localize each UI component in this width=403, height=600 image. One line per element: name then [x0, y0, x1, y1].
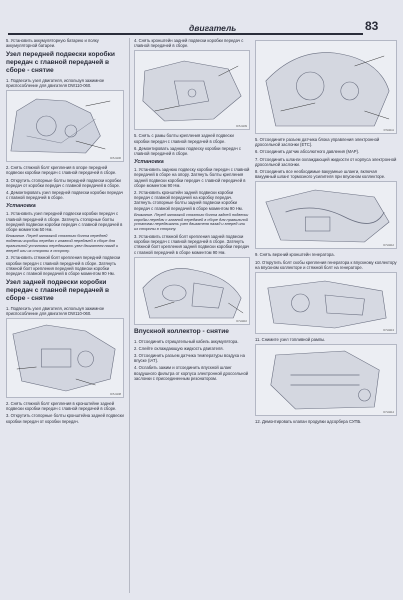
intake-manifold-illustration — [134, 257, 250, 325]
paragraph: 9. Снять верхний кронштейн генератора. — [255, 252, 335, 258]
paragraph: 4. Снять кронштейн задней подвески коробки передач с главной передачей в сборе. — [134, 38, 244, 49]
paragraph: 6. Отсоединить датчик абсолютного давления (MAP). — [255, 149, 360, 155]
paragraph: 1. Отсоединить отрицательный кабель аккумулятора. — [134, 338, 239, 344]
paragraph: 12. Демонтировать клапан продувки адсорбера СУПБ. — [255, 419, 362, 425]
figure-code: D7H1109 — [236, 125, 247, 129]
paragraph: 4. Ослабить зажим и отсоединить впускной шланг воздушного фильтра от корпуса электронной дроссельной заслонки с присоединенным резонатором. — [134, 365, 249, 381]
paragraph: 2. Установить стяжной болт крепления передней подвески коробки передач с главной передачей в сборе. Затянуть стяжной болт крепления передней подвески коробки передач с главной передачей в сборе моментом 90 Нм. — [6, 255, 121, 277]
paragraph: 3. Установить стяжной болт крепления задней подвески коробки передач с главной передачей в сборе. Затянуть стяжной болт крепления задней подвески коробки передач с главной передачей в сборе моментом 90 Нм. — [134, 234, 250, 255]
column-left — [6, 38, 124, 426]
figure-code: D7H1108 — [110, 393, 121, 397]
section-heading: Узел задней подвески коробки передач с главной передачей в сборе - снятие — [6, 279, 110, 302]
page-header — [0, 19, 403, 36]
paragraph: 5. Снять с рамы болты крепления задней подвески коробки передач с главной передачей в сборе. — [134, 133, 234, 144]
paragraph: 4. Демонтировать узел передней подвески коробки передач с главной передачей в сборе. — [6, 190, 123, 201]
figure-code: D7H1112 — [383, 244, 394, 248]
paragraph: 5. Установить аккумуляторную батарею и полку аккумуляторной батареи. — [6, 38, 99, 49]
paragraph: 3. Открутить стопорные болты кронштейна задней подвески коробки передач от коробки передач. — [6, 413, 124, 424]
figure-code: D7H1106 — [110, 157, 121, 161]
paragraph: 2. Установить кронштейн задней подвески коробки передач с главной передачей на коробку передач. Затянуть стопорные болты задней подвески коробки передач с главной передачей в сборе моментом 90 Нм. — [134, 190, 243, 211]
subheading: Установка — [6, 203, 36, 210]
paragraph: 2. Снять стяжной болт крепления в кронштейне задней подвески коробки передач с главной передачей в сборе. — [6, 401, 117, 412]
figure-code: D7H1110 — [236, 319, 247, 323]
column-divider — [129, 38, 130, 593]
page-number: 83 — [365, 19, 379, 33]
paragraph: 2. Слейте охлаждающую жидкость двигателя. — [134, 345, 224, 351]
paragraph: 1. Установить заднюю подвеску коробки передач с главной передачей в сборе на опору. Затянуть болты крепления задней подвески коробки передач с главной передачей в сборе моментом 90 Нм. — [134, 167, 250, 188]
vacuum-hoses-illustration — [255, 181, 397, 249]
paragraph: 10. Открутить болт скобы крепления генератора к впускному коллектору на впускном коллекторе и стяжной болт на генераторе. — [255, 259, 397, 270]
paragraph: 3. Открутить стопорные болты передней подвески коробки передач от коробки передач с главной передачей в сборе. — [6, 177, 121, 188]
throttle-body-illustration — [255, 40, 397, 134]
paragraph: 5. Отсоедините разъем датчика блока управления электронной дроссельной заслонки (ETC). — [255, 137, 380, 148]
figure-code: D7H1114 — [383, 411, 394, 415]
section-heading: Впускной коллектор - снятие — [134, 327, 229, 335]
warning-note: Внимание. Перед затяжкой стяжного болта передней подвески коробки передач с главной передачей в сборе для правильной установки передвигать узел двигателя назад и вперед или из стороны в сторону. — [6, 233, 119, 253]
bracket-illustration — [134, 50, 250, 130]
warning-note: Внимание. Перед затяжкой стяжного болта задней подвески коробки передач с главной передачей в сборе для правильной установки передвигать узел двигателя назад и вперед или из стороны в сторону. — [134, 211, 249, 232]
paragraph: 8. Отсоединить все необходимые вакуумные шланги, включая вакуумный шланг тормозного усилителя при впускном коллекторе. — [255, 169, 386, 180]
fuel-rail-illustration — [255, 344, 397, 416]
rear-mount-illustration — [6, 318, 124, 398]
paragraph: 2. Снять стяжной болт крепления в опоре передней подвески коробки передач с главной передачей в сборе. — [6, 165, 117, 176]
column-right — [255, 38, 397, 426]
figure-code: D7H1111 — [383, 129, 394, 132]
header-rule — [8, 33, 363, 35]
paragraph: 6. Демонтировать заднюю подвеску коробки передач с главной передачей в сборе. — [134, 145, 241, 157]
paragraph: 3. Отсоединить разъем датчика температуры воздуха на впуске (IAT). — [134, 353, 245, 364]
paragraph: 1. Подвесить узел двигателя, используя зажимное приспособление для двигателя DW110-060. — [6, 305, 105, 316]
paragraph: 1. Установить узел передней подвески коробки передач с главной передачей в сборе. Затянуть стопорные болты передней подвески коробки передач с главной передачей в сборе моментом 50 Нм. — [6, 211, 123, 233]
section-title: двигатель — [185, 23, 240, 33]
alternator-bracket-illustration — [255, 272, 397, 334]
section-heading: Узел передней подвески коробки передач с главной передачей в сборе - снятие — [6, 51, 115, 74]
paragraph: 1. Подвесить узел двигателя, используя зажимное приспособление для двигателя DW110-060. — [6, 77, 105, 88]
subheading: Установка — [134, 159, 164, 166]
figure-code: D7H1113 — [383, 329, 394, 333]
column-middle — [134, 38, 250, 383]
engine-mount-illustration — [6, 90, 124, 162]
paragraph: 7. Отсоединить шланги охлаждающей жидкости от корпуса электронной дроссельной заслонки. — [255, 156, 397, 167]
paragraph: 11. Снимите узел топливной рампы. — [255, 337, 326, 343]
